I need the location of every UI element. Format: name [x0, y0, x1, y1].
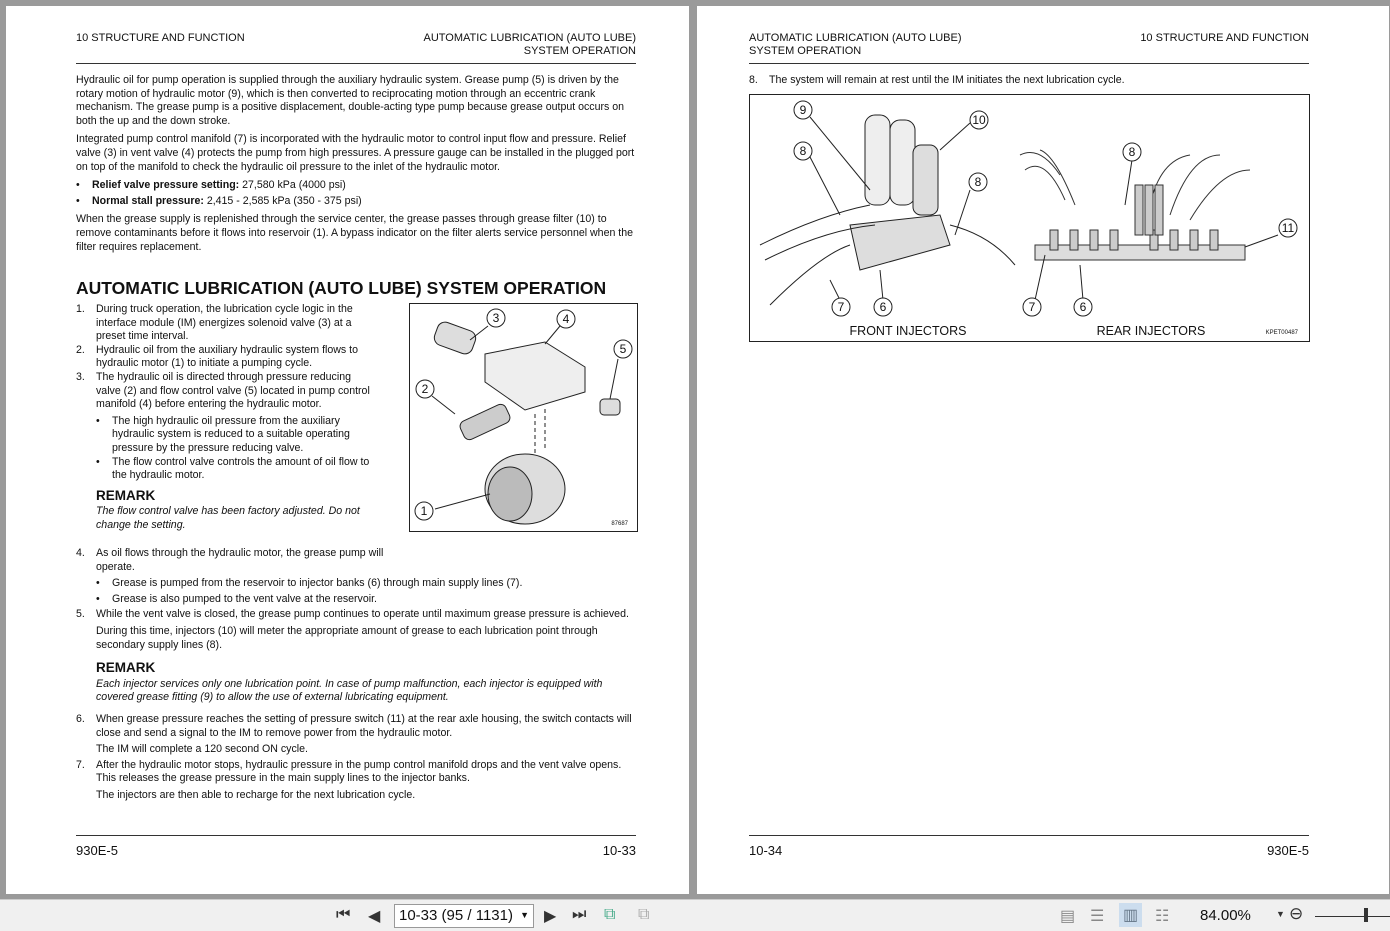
spec-value: 27,580 kPa (4000 psi)	[239, 179, 346, 192]
footer-page-number: 10-33	[602, 843, 636, 858]
header-line: AUTOMATIC LUBRICATION (AUTO LUBE)	[749, 32, 962, 44]
step-number: 4.	[76, 547, 85, 559]
injectors-illustration	[750, 95, 1309, 341]
step-text: The system will remain at rest until the IM initiates the next lubrication cycle.	[769, 74, 1125, 86]
running-header-right: 10 STRUCTURE AND FUNCTION	[1140, 32, 1309, 44]
step-number: 1.	[76, 303, 85, 315]
bullet: •	[76, 194, 80, 207]
section-heading: AUTOMATIC LUBRICATION (AUTO LUBE) SYSTEM OPERATION	[76, 278, 607, 298]
callout-9: 9	[799, 103, 807, 117]
paragraph: Hydraulic oil for pump operation is supplied through the auxiliary hydraulic system. Grease pump (5) is driven by the rotary motion of hydraulic motor (9), which is then converted to reciprocating motion through an eccentric crank mechanism. The grease pump is a positive displacement, double-acting type pump because grease output occurs on both the up and the down stroke.	[76, 74, 625, 127]
bullet-text: Grease is also pumped to the vent valve at the reservoir.	[112, 592, 377, 605]
callout-8: 8	[1128, 145, 1136, 159]
chevron-down-icon[interactable]: ▼	[520, 910, 529, 920]
spec-label: Relief valve pressure setting:	[92, 179, 240, 192]
step-text: The injectors are then able to recharge for the next lubrication cycle.	[96, 788, 416, 801]
continuous-page-icon[interactable]: ☰	[1090, 908, 1105, 925]
bullet-item	[76, 593, 638, 607]
footer-rule	[749, 835, 1309, 836]
footer-model: 930E-5	[76, 843, 118, 858]
running-header-left	[749, 32, 962, 58]
step-text: Hydraulic oil from the auxiliary hydraulic system flows to hydraulic motor (1) to initiate a pumping cycle.	[96, 343, 358, 370]
front-injectors-caption: FRONT INJECTORS	[849, 324, 967, 338]
bullet: •	[96, 592, 100, 605]
figure-code: KPET00487	[1265, 330, 1298, 336]
step-text: The IM will complete a 120 second ON cycle.	[96, 743, 308, 756]
footer-page-number: 10-34	[749, 843, 783, 858]
spec-value: 2,415 - 2,585 kPa (350 - 375 psi)	[203, 194, 362, 207]
remark-text: The flow control valve has been factory adjusted. Do not change the setting.	[96, 505, 360, 531]
steps-continued	[76, 547, 638, 803]
remark-text: Each injector services only one lubrication point. In case of pump malfunction, each injector is equipped with covered grease fitting (9) to allow the use of external lubricating equipment.	[96, 677, 603, 704]
first-page-icon[interactable]: ⏮	[336, 906, 351, 923]
step-4	[76, 547, 386, 574]
zoom-slider[interactable]	[1315, 916, 1390, 917]
zoom-dropdown-icon[interactable]: ▼	[1276, 909, 1285, 919]
bullet-text: The high hydraulic oil pressure from the auxiliary hydraulic system is reduced to a suitable operating pressure by the pressure reducing valve.	[112, 414, 350, 454]
step-text: While the vent valve is closed, the grease pump continues to operate until maximum grease pressure is achieved.	[96, 608, 629, 621]
header-rule	[76, 63, 636, 64]
intro-text	[76, 74, 638, 259]
remark-heading: REMARK	[96, 660, 156, 676]
footer-model: 930E-5	[1267, 843, 1309, 858]
step-text: The hydraulic oil is directed through pressure reducing valve (2) and flow control valve (5) located in pump control manifold (4) before entering the hydraulic motor.	[96, 370, 370, 411]
step-7	[76, 759, 638, 786]
header-rule	[749, 63, 1309, 64]
previous-view-icon[interactable]: ⧉	[604, 906, 616, 923]
paragraph: When the grease supply is replenished through the service center, the grease passes through grease filter (10) to remove contaminants before it flows into reservoir (1). A bypass indicator on the filter alerts service personnel when the filter requires replacement.	[76, 213, 634, 253]
step-5	[76, 608, 638, 622]
step-text: When grease pressure reaches the setting of pressure switch (11) at the rear axle housing, the switch contacts will close and send a signal to the IM to remove power from the hydraulic motor.	[96, 712, 632, 739]
callout-4: 4	[562, 312, 570, 326]
header-line: AUTOMATIC LUBRICATION (AUTO LUBE)	[423, 32, 636, 44]
bullet-item	[76, 456, 376, 483]
step-number: 8.	[749, 74, 758, 86]
spec-label: Normal stall pressure:	[92, 194, 204, 207]
callout-7: 7	[837, 300, 845, 314]
running-header-left: 10 STRUCTURE AND FUNCTION	[76, 32, 245, 44]
steps-column	[76, 303, 376, 533]
step-text: As oil flows through the hydraulic motor, the grease pump will operate.	[96, 547, 384, 573]
header-line: SYSTEM OPERATION	[523, 45, 636, 57]
viewer-toolbar	[0, 899, 1390, 931]
step-text: During this time, injectors (10) will meter the appropriate amount of grease to each lubrication point through secondary supply lines (8).	[96, 624, 598, 651]
callout-8: 8	[799, 144, 807, 158]
step-number: 6.	[76, 712, 85, 725]
step-6	[76, 713, 638, 740]
pump-illustration	[410, 304, 637, 531]
bullet: •	[96, 577, 100, 590]
callout-2: 2	[421, 382, 429, 396]
spec-item	[76, 195, 638, 209]
bullet: •	[76, 179, 80, 192]
step-3	[76, 371, 376, 412]
callout-11: 11	[1281, 221, 1295, 235]
step-2	[76, 344, 376, 371]
spec-item	[76, 179, 638, 193]
bullet-text: The flow control valve controls the amount of oil flow to the hydraulic motor.	[112, 455, 370, 482]
step-1	[76, 303, 376, 344]
callout-5: 5	[619, 342, 627, 356]
zoom-out-icon[interactable]: ⊖	[1289, 904, 1304, 923]
figure-code: 87687	[611, 521, 628, 527]
rear-injectors-caption: REAR INJECTORS	[1096, 324, 1206, 338]
bullet-text: Grease is pumped from the reservoir to injector banks (6) through main supply lines (7).	[112, 577, 523, 590]
step-8	[749, 74, 1309, 88]
remark-heading: REMARK	[96, 487, 156, 503]
bullet-item	[76, 577, 638, 591]
callout-7: 7	[1028, 300, 1036, 314]
bullet-item	[76, 415, 376, 456]
zoom-slider-thumb[interactable]	[1364, 908, 1368, 922]
next-page-icon[interactable]: ▶	[544, 908, 557, 925]
callout-6: 6	[1079, 300, 1087, 314]
page-number-input[interactable]	[394, 904, 534, 928]
step-number: 7.	[76, 758, 85, 771]
callout-1: 1	[420, 504, 428, 518]
bullet: •	[96, 414, 100, 427]
running-header-right	[380, 32, 636, 58]
pump-figure	[409, 303, 638, 532]
callout-6: 6	[879, 300, 887, 314]
two-page-continuous-icon[interactable]: ☷	[1155, 908, 1170, 925]
callout-8: 8	[974, 175, 982, 189]
injectors-figure	[749, 94, 1310, 342]
header-line: SYSTEM OPERATION	[749, 45, 862, 57]
single-page-icon[interactable]: ▤	[1060, 908, 1076, 925]
step-text: After the hydraulic motor stops, hydraulic pressure in the pump control manifold drops and the vent valve opens. This releases the grease pressure in the main supply lines to the injector banks.	[96, 758, 622, 785]
zoom-level[interactable]: 84.00%	[1200, 907, 1251, 924]
callout-10: 10	[972, 113, 986, 127]
page-number-value: 10-33 (95 / 1131)	[399, 907, 513, 924]
step-number: 2.	[76, 343, 85, 356]
bullet: •	[96, 455, 100, 468]
previous-page-icon[interactable]: ◀	[368, 908, 381, 925]
footer-rule	[76, 835, 636, 836]
callout-3: 3	[492, 311, 500, 325]
step-number: 5.	[76, 608, 85, 621]
step-text: During truck operation, the lubrication cycle logic in the interface module (IM) energizes solenoid valve (3) at a preset time interval.	[96, 303, 353, 343]
step-number: 3.	[76, 370, 85, 383]
last-page-icon[interactable]: ⏭	[572, 906, 587, 923]
two-page-icon[interactable]: ▥	[1119, 903, 1142, 927]
paragraph: Integrated pump control manifold (7) is incorporated with the hydraulic motor to control input flow and pressure. Relief valve (3) in vent valve (4) protects the pump from high pressures. A pressure gauge can be installed in the plugged port on top of the manifold to check the hydraulic oil pressure to the inlet of the hydraulic motor.	[76, 133, 635, 173]
next-view-icon[interactable]: ⧉	[638, 906, 650, 923]
